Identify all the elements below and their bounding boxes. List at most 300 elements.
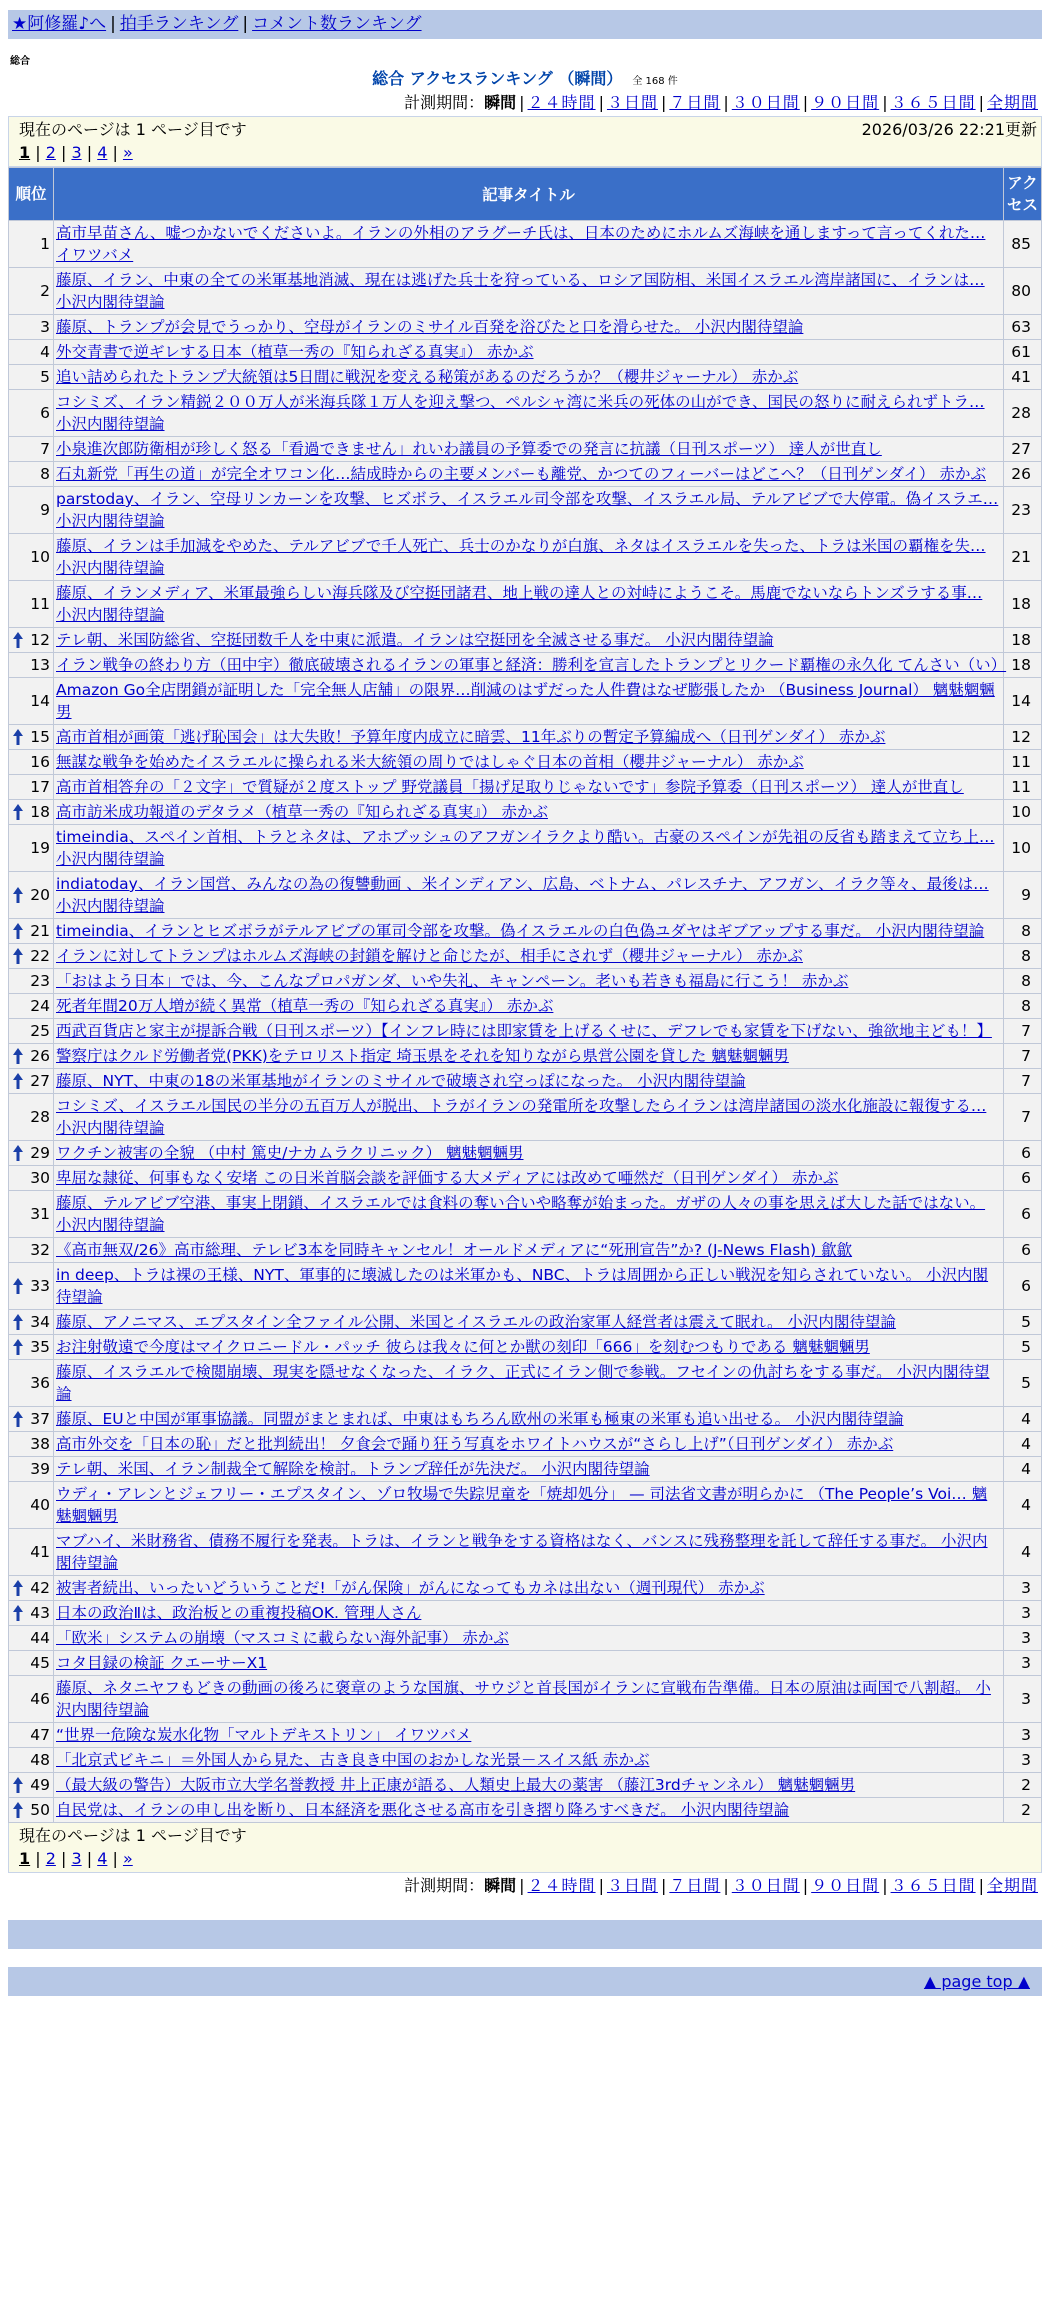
article-link[interactable]: ワクチン被害の全貌 （中村 篤史/ナカムラクリニック） 魑魅魍魎男 xyxy=(56,1144,524,1162)
table-row xyxy=(9,800,1042,825)
access-count: 6 xyxy=(1004,1238,1042,1263)
period-separator: | xyxy=(598,1876,604,1895)
rank-cell xyxy=(9,1626,54,1651)
access-count: 8 xyxy=(1004,919,1042,944)
rank-number: 33 xyxy=(30,1277,50,1295)
article-link[interactable]: 卑屈な隷従、何事もなく安堵 この日米首脳会談を評価する大メディアには改めて唖然だ（日刊ゲンダイ） 赤かぶ xyxy=(56,1169,839,1187)
pagination-bottom xyxy=(19,1848,1037,1870)
rank-cell xyxy=(9,315,54,340)
period-link-2[interactable]: ７日間 xyxy=(669,93,721,112)
article-link[interactable]: 高市外交を「日本の恥」だと批判続出！ 夕食会で踊り狂う写真をホワイトハウスが“さらし上げ”（日刊ゲンダイ） 赤かぶ xyxy=(56,1435,894,1453)
access-count: 6 xyxy=(1004,1191,1042,1238)
rank-cell xyxy=(9,994,54,1019)
rank-cell xyxy=(9,534,54,581)
article-link[interactable]: 藤原、イランは手加減をやめた、テルアビブで千人死亡、兵士のかなりが白旗、ネタはイスラエルを失った、トラは米国の覇権を失… 小沢内閣待望論 xyxy=(56,537,986,577)
article-link[interactable]: コシミズ、イスラエル国民の半分の五百万人が脱出、トラがイランの発電所を攻撃したらイランは湾岸諸国の淡水化施設に報復する… 小沢内閣待望論 xyxy=(56,1097,987,1137)
rank-number: 11 xyxy=(30,595,50,613)
access-count: 5 xyxy=(1004,1335,1042,1360)
access-count: 14 xyxy=(1004,678,1042,725)
article-link[interactable]: 藤原、イスラエルで検閲崩壊、現実を隠せなくなった、イラク、正式にイラン側で参戦。フセインの仇討ちをする事だ。 小沢内閣待望論 xyxy=(56,1363,990,1403)
access-count: 3 xyxy=(1004,1651,1042,1676)
period-link-4[interactable]: ９０日間 xyxy=(811,93,880,112)
rank-cell xyxy=(9,1676,54,1723)
rank-number: 47 xyxy=(30,1726,50,1744)
ranking-title xyxy=(8,68,1042,90)
table-row xyxy=(9,1166,1042,1191)
rank-cell xyxy=(9,1407,54,1432)
rank-cell xyxy=(9,1651,54,1676)
rank-number: 7 xyxy=(40,440,50,458)
rank-number: 45 xyxy=(30,1654,50,1672)
article-link[interactable]: 「欧米」システムの崩壊（マスコミに載らない海外記事） 赤かぶ xyxy=(56,1629,509,1647)
table-row xyxy=(9,628,1042,653)
title-cell xyxy=(54,872,1004,919)
period-link-5[interactable]: ３６５日間 xyxy=(890,93,976,112)
rank-cell xyxy=(9,1773,54,1798)
rank-cell xyxy=(9,1723,54,1748)
rank-cell xyxy=(9,775,54,800)
period-separator: | xyxy=(882,93,888,112)
article-link[interactable]: コシミズ、イラン精鋭２００万人が米海兵隊１万人を迎え撃つ、ペルシャ湾に米兵の死体の山ができ、国民の怒りに耐えられずトラ… 小沢内閣待望論 xyxy=(56,393,985,433)
access-count: 10 xyxy=(1004,825,1042,872)
rank-cell xyxy=(9,1457,54,1482)
rank-number: 34 xyxy=(30,1313,50,1331)
article-link[interactable]: 藤原、イラン、中東の全ての米軍基地消滅、現在は逃げた兵士を狩っている、ロシア国防相、米国イスラエル湾岸諸国に、イランは… 小沢内閣待望論 xyxy=(56,271,985,311)
period-nav-top xyxy=(8,90,1042,116)
access-count: 41 xyxy=(1004,365,1042,390)
article-link[interactable]: 小泉進次郎防衛相が珍しく怒る「看過できません」れいわ議員の予算委での発言に抗議（日刊スポーツ） 達人が世直し xyxy=(56,440,882,458)
access-count: 63 xyxy=(1004,315,1042,340)
title-cell xyxy=(54,1676,1004,1723)
period-separator: | xyxy=(519,93,525,112)
current-page-text: 現在のページは 1 ページ目です xyxy=(19,120,247,139)
access-count: 18 xyxy=(1004,581,1042,628)
table-row xyxy=(9,1238,1042,1263)
article-link[interactable]: Amazon Go全店閉鎖が証明した「完全無人店舗」の限界…削減のはずだった人件費はなぜ膨張したか （Business Journal） 魑魅魍魎男 xyxy=(56,681,995,721)
article-link[interactable]: 石丸新党「再生の道」が完全オワコン化…結成時からの主要メンバーも離党、かつてのフィーバーはどこへ？（日刊ゲンダイ） 赤かぶ xyxy=(56,465,986,483)
article-link[interactable]: 藤原、NYT、中東の18の米軍基地がイランのミサイルで破壊され空っぽになった。 小沢内閣待望論 xyxy=(56,1072,746,1090)
rank-cell xyxy=(9,1335,54,1360)
article-link[interactable]: 西武百貨店と家主が提訴合戦（日刊スポーツ）【インフレ時には即家賃を上げるくせに、デフレでも家賃を下げない、強欲地主ども！】 xyxy=(56,1022,992,1040)
nav-separator: | xyxy=(242,14,249,34)
article-link[interactable]: 無謀な戦争を始めたイスラエルに操られる米大統領の周りではしゃぐ日本の首相（櫻井ジャーナル） 赤かぶ xyxy=(56,753,804,771)
title-cell xyxy=(54,1044,1004,1069)
up-arrow-icon xyxy=(13,1339,23,1355)
period-link-1[interactable]: ３日間 xyxy=(606,93,658,112)
table-row xyxy=(9,750,1042,775)
title-cell xyxy=(54,1529,1004,1576)
top-nav xyxy=(8,10,1042,39)
article-link[interactable]: 被害者続出、いったいどういうことだ!「がん保険」がんになってもカネは出ない（週刊現代） 赤かぶ xyxy=(56,1579,765,1597)
table-row xyxy=(9,390,1042,437)
rank-cell xyxy=(9,1432,54,1457)
title-cell xyxy=(54,1748,1004,1773)
period-link-4-bottom[interactable]: ９０日間 xyxy=(811,1876,880,1895)
rank-cell xyxy=(9,678,54,725)
access-count: 3 xyxy=(1004,1601,1042,1626)
period-link-0-bottom[interactable]: ２４時間 xyxy=(527,1876,596,1895)
title-cell xyxy=(54,1335,1004,1360)
page-link-4[interactable]: 4 xyxy=(97,143,108,162)
period-separator: | xyxy=(978,93,984,112)
page-link-2[interactable]: 2 xyxy=(45,143,56,162)
access-count: 6 xyxy=(1004,1141,1042,1166)
rank-cell xyxy=(9,1576,54,1601)
period-label: 計測期間： xyxy=(404,93,485,112)
rank-cell xyxy=(9,1263,54,1310)
rank-number: 4 xyxy=(40,343,50,361)
title-cell xyxy=(54,1773,1004,1798)
header-access: アクセス xyxy=(1004,168,1042,221)
article-link[interactable]: 藤原、EUと中国が軍事協議。同盟がまとまれば、中東はもちろん欧州の米軍も極東の米軍も追い出せる。 小沢内閣待望論 xyxy=(56,1410,904,1428)
rank-cell xyxy=(9,462,54,487)
rank-cell xyxy=(9,365,54,390)
up-arrow-icon xyxy=(13,632,23,648)
page-link-2-bottom[interactable]: 2 xyxy=(45,1849,56,1868)
title-cell xyxy=(54,437,1004,462)
rank-number: 50 xyxy=(30,1801,50,1819)
article-link[interactable]: コタ目録の検証 クエーサーX1 xyxy=(56,1654,268,1672)
access-count: 4 xyxy=(1004,1457,1042,1482)
access-count: 4 xyxy=(1004,1432,1042,1457)
table-row xyxy=(9,775,1042,800)
page-link-4-bottom[interactable]: 4 xyxy=(97,1849,108,1868)
access-count: 2 xyxy=(1004,1773,1042,1798)
rank-number: 38 xyxy=(30,1435,50,1453)
rank-number: 16 xyxy=(30,753,50,771)
rank-cell xyxy=(9,1094,54,1141)
table-row xyxy=(9,1360,1042,1407)
period-separator: | xyxy=(660,1876,667,1895)
access-count: 7 xyxy=(1004,1019,1042,1044)
rank-cell xyxy=(9,437,54,462)
access-count: 8 xyxy=(1004,969,1042,994)
table-row xyxy=(9,534,1042,581)
table-row xyxy=(9,437,1042,462)
rank-cell xyxy=(9,944,54,969)
article-link[interactable]: 藤原、テルアビブ空港、事実上閉鎖、イスラエルでは食料の奪い合いや略奪が始まった。ガザの人々の事を思えば大した話ではない。 小沢内閣待望論 xyxy=(56,1194,986,1234)
table-row xyxy=(9,919,1042,944)
article-link[interactable]: （最大級の警告）大阪市立大学名誉教授 井上正康が語る、人類史上最大の薬害 （藤江3rdチャンネル） 魑魅魍魎男 xyxy=(56,1776,856,1794)
page-info-top xyxy=(8,116,1042,167)
page-current: 1 xyxy=(19,143,31,162)
article-link[interactable]: 自民党は、イランの申し出を断り、日本経済を悪化させる高市を引き摺り降ろすべきだ。 小沢内閣待望論 xyxy=(56,1801,790,1819)
title-cell xyxy=(54,628,1004,653)
title-cell xyxy=(54,1019,1004,1044)
title-cell xyxy=(54,775,1004,800)
up-arrow-icon xyxy=(13,1777,23,1793)
article-link[interactable]: 「おはよう日本」では、今、こんなプロパガンダ、いや失礼、キャンペーン。老いも若きも福島に行こう！ 赤かぶ xyxy=(56,972,849,990)
table-row xyxy=(9,1723,1042,1748)
article-link[interactable]: 死者年間20万人増が続く異常（植草一秀の『知られざる真実』） 赤かぶ xyxy=(56,997,554,1015)
rank-number: 5 xyxy=(40,368,50,386)
title-cell xyxy=(54,1360,1004,1407)
article-link[interactable]: テレ朝、米国、イラン制裁全て解除を検討。トランプ辞任が先決だ。 小沢内閣待望論 xyxy=(56,1460,650,1478)
rank-number: 30 xyxy=(30,1169,50,1187)
rank-number: 39 xyxy=(30,1460,50,1478)
rank-number: 27 xyxy=(30,1072,50,1090)
article-link[interactable]: 藤原、ネタニヤフもどきの動画の後ろに褒章のような国旗、サウジと首長国がイランに宣戦布告準備。日本の原油は両国で八割超。 小沢内閣待望論 xyxy=(56,1679,991,1719)
period-separator: | xyxy=(978,1876,984,1895)
access-count: 28 xyxy=(1004,390,1042,437)
table-row xyxy=(9,944,1042,969)
ranking-table xyxy=(8,167,1042,1823)
footer-bar xyxy=(8,1920,1042,1949)
article-link[interactable]: 「北京式ビキニ」＝外国人から見た、古き良き中国のおかしな光景－スイス紙 赤かぶ xyxy=(56,1751,650,1769)
table-row xyxy=(9,969,1042,994)
article-link[interactable]: 高市訪米成功報道のデタラメ（植草一秀の『知られざる真実』） 赤かぶ xyxy=(56,803,548,821)
article-link[interactable]: 高市首相が画策「逃げ恥国会」は大失敗！予算年度内成立に暗雲、11年ぶりの暫定予算編成へ（日刊ゲンダイ） 赤かぶ xyxy=(56,728,886,746)
article-link[interactable]: マブハイ、米財務省、債務不履行を発表。トラは、イランと戦争をする資格はなく、バンスに残務整理を託して辞任する事だ。 小沢内閣待望論 xyxy=(56,1532,988,1572)
rank-number: 32 xyxy=(30,1241,50,1259)
up-arrow-icon xyxy=(13,729,23,745)
up-arrow-icon xyxy=(13,1605,23,1621)
article-link[interactable]: ウディ・アレンとジェフリー・エプスタイン、ゾロ牧場で失踪児童を「焼却処分」 — 司法省文書が明らかに （The People’s Voi… 魑魅魍魎男 xyxy=(56,1485,988,1525)
current-page-text-bottom: 現在のページは 1 ページ目です xyxy=(19,1826,247,1845)
up-arrow-icon xyxy=(13,1580,23,1596)
access-count: 8 xyxy=(1004,994,1042,1019)
title-cell xyxy=(54,1094,1004,1141)
period-link-5-bottom[interactable]: ３６５日間 xyxy=(890,1876,976,1895)
access-count: 61 xyxy=(1004,340,1042,365)
title-cell xyxy=(54,1166,1004,1191)
rank-cell xyxy=(9,487,54,534)
article-link[interactable]: 藤原、トランプが会見でうっかり、空母がイランのミサイル百発を浴びたと口を滑らせた。 小沢内閣待望論 xyxy=(56,318,804,336)
rank-number: 1 xyxy=(40,235,50,253)
table-row xyxy=(9,1773,1042,1798)
category-label: 総合 xyxy=(10,56,30,67)
article-link[interactable]: 高市早苗さん、嘘つかないでくださいよ。イランの外相のアラグーチ氏は、日本のためにホルムズ海峡を通しますって言ってくれた… イワツバメ xyxy=(56,224,986,264)
article-link[interactable]: 藤原、アノニマス、エプスタイン全ファイル公開、米国とイスラエルの政治家軍人経営者は震えて眠れ。 小沢内閣待望論 xyxy=(56,1313,896,1331)
table-row xyxy=(9,365,1042,390)
table-row xyxy=(9,1457,1042,1482)
table-row xyxy=(9,1044,1042,1069)
up-arrow-icon xyxy=(13,948,23,964)
rank-cell xyxy=(9,268,54,315)
access-count: 5 xyxy=(1004,1310,1042,1335)
table-row xyxy=(9,1529,1042,1576)
page-next-bottom[interactable]: » xyxy=(122,1849,133,1868)
rank-cell xyxy=(9,919,54,944)
page-top-link[interactable]: ▲ page top ▲ xyxy=(923,1972,1030,1991)
page-info-bottom xyxy=(8,1823,1042,1873)
rank-number: 21 xyxy=(30,922,50,940)
period-label-bottom: 計測期間： xyxy=(404,1876,485,1895)
rank-cell xyxy=(9,1482,54,1529)
period-link-0[interactable]: ２４時間 xyxy=(527,93,596,112)
rank-number: 13 xyxy=(30,656,50,674)
title-cell xyxy=(54,800,1004,825)
title-cell xyxy=(54,994,1004,1019)
access-count: 4 xyxy=(1004,1407,1042,1432)
title-cell xyxy=(54,1601,1004,1626)
table-row xyxy=(9,315,1042,340)
rank-number: 3 xyxy=(40,318,50,336)
article-link[interactable]: timeindia、スペイン首相、トラとネタは、アホブッシュのアフガンイラクより酷い。古豪のスペインが先祖の反省も踏まえて立ち上… 小沢内閣待望論 xyxy=(56,828,995,868)
title-cell xyxy=(54,1238,1004,1263)
access-count: 7 xyxy=(1004,1044,1042,1069)
article-link[interactable]: timeindia、イランとヒズボラがテルアビブの軍司令部を攻撃。偽イスラエルの白色偽ユダヤはギブアップする事だ。 小沢内閣待望論 xyxy=(56,922,985,940)
page-next[interactable]: » xyxy=(122,143,133,162)
topnav-link-2[interactable]: コメント数ランキング xyxy=(252,14,422,34)
rank-number: 14 xyxy=(30,692,50,710)
access-count: 23 xyxy=(1004,487,1042,534)
article-link[interactable]: in deep、トラは裸の王様、NYT、軍事的に壊滅したのは米軍かも、NBC、トラは周囲から正しい戦況を知らされていない。 小沢内閣待望論 xyxy=(56,1266,989,1306)
article-link[interactable]: イランに対してトランプはホルムズ海峡の封鎖を解けと命じたが、相手にされず（櫻井ジャーナル） 赤かぶ xyxy=(56,947,803,965)
rank-cell xyxy=(9,725,54,750)
table-row xyxy=(9,221,1042,268)
period-separator: | xyxy=(802,93,809,112)
article-link[interactable]: 追い詰められたトランプ大統領は5日間に戦況を変える秘策があるのだろうか？（櫻井ジャーナル） 赤かぶ xyxy=(56,368,799,386)
title-cell xyxy=(54,725,1004,750)
up-arrow-icon xyxy=(13,1411,23,1427)
rank-number: 43 xyxy=(30,1604,50,1622)
article-link[interactable]: indiatoday、イラン国営、みんなの為の復讐動画 、米インディアン、広島、ベトナム、パレスチナ、アフガン、イラク等々、最後は… 小沢内閣待望論 xyxy=(56,875,989,915)
rank-cell xyxy=(9,1191,54,1238)
period-link-6-bottom[interactable]: 全期間 xyxy=(986,1876,1038,1895)
pagination-top xyxy=(19,142,1037,164)
access-count: 4 xyxy=(1004,1529,1042,1576)
rank-number: 28 xyxy=(30,1108,50,1126)
rank-cell xyxy=(9,1748,54,1773)
title-cell xyxy=(54,315,1004,340)
title-cell xyxy=(54,653,1007,678)
period-separator: | xyxy=(598,93,604,112)
period-link-3[interactable]: ３０日間 xyxy=(731,93,800,112)
rank-cell xyxy=(9,1529,54,1576)
title-cell xyxy=(54,1482,1004,1529)
table-row xyxy=(9,1576,1042,1601)
title-cell xyxy=(54,1310,1004,1335)
table-row xyxy=(9,678,1042,725)
rank-cell xyxy=(9,221,54,268)
period-link-2-bottom[interactable]: ７日間 xyxy=(669,1876,721,1895)
table-row xyxy=(9,1651,1042,1676)
access-count: 18 xyxy=(1004,628,1042,653)
rank-number: 26 xyxy=(30,1047,50,1065)
title-cell xyxy=(54,534,1004,581)
title-cell xyxy=(54,1432,1004,1457)
table-row xyxy=(9,1094,1042,1141)
rank-cell xyxy=(9,1601,54,1626)
rank-number: 46 xyxy=(30,1690,50,1708)
rank-number: 40 xyxy=(30,1496,50,1514)
table-row xyxy=(9,1069,1042,1094)
period-separator: | xyxy=(660,93,667,112)
page-separator: | xyxy=(55,143,72,162)
table-row xyxy=(9,725,1042,750)
article-link[interactable]: 警察庁はクルド労働者党(PKK)をテロリスト指定 埼玉県をそれを知りながら県営公園を貸した 魑魅魍魎男 xyxy=(56,1047,789,1065)
page-separator: | xyxy=(81,1849,98,1868)
table-row xyxy=(9,1601,1042,1626)
rank-number: 2 xyxy=(40,282,50,300)
page-link-3[interactable]: 3 xyxy=(71,143,82,162)
table-row xyxy=(9,1626,1042,1651)
article-link[interactable]: お注射敬遠で今度はマイクロニードル・パッチ 彼らは我々に何とか獣の刻印「666」を刻むつもりである 魑魅魍魎男 xyxy=(56,1338,870,1356)
rank-number: 15 xyxy=(30,728,50,746)
page-separator: | xyxy=(30,143,46,162)
topnav-link-1[interactable]: 拍手ランキング xyxy=(119,14,239,34)
rank-cell xyxy=(9,800,54,825)
up-arrow-icon xyxy=(13,1314,23,1330)
article-link[interactable]: 外交青書で逆ギレする日本（植草一秀の『知られざる真実』） 赤かぶ xyxy=(56,343,534,361)
access-count: 80 xyxy=(1004,268,1042,315)
access-count: 12 xyxy=(1004,725,1042,750)
article-link[interactable]: イラン戦争の終わり方（田中宇）徹底破壊されるイランの軍事と経済：勝利を宣言したトランプとリクード覇権の永久化 てんさい（い） xyxy=(56,656,1007,674)
title-cell xyxy=(54,462,1004,487)
rank-number: 29 xyxy=(30,1144,50,1162)
header-title: 記事タイトル xyxy=(54,168,1004,221)
period-link-3-bottom[interactable]: ３０日間 xyxy=(731,1876,800,1895)
period-separator: | xyxy=(723,93,729,112)
rank-cell xyxy=(9,1019,54,1044)
rank-number: 31 xyxy=(30,1205,50,1223)
rank-cell xyxy=(9,750,54,775)
rank-cell xyxy=(9,1238,54,1263)
period-link-6[interactable]: 全期間 xyxy=(986,93,1038,112)
title-cell xyxy=(54,1263,1004,1310)
rank-number: 25 xyxy=(30,1022,50,1040)
article-link[interactable]: 藤原、イランメディア、米軍最強らしい海兵隊及び空挺団諸君、地上戦の達人との対峙にようこそ。馬鹿でないならトンズラする事… 小沢内閣待望論 xyxy=(56,584,983,624)
table-row xyxy=(9,268,1042,315)
article-link[interactable]: parstoday、イラン、空母リンカーンを攻撃、ヒズボラ、イスラエル司令部を攻撃、イスラエル局、テルアビブで大停電。偽イスラエ… 小沢内閣待望論 xyxy=(56,490,999,530)
period-link-1-bottom[interactable]: ３日間 xyxy=(606,1876,658,1895)
access-count: 5 xyxy=(1004,1360,1042,1407)
access-count: 9 xyxy=(1004,872,1042,919)
access-count: 26 xyxy=(1004,462,1042,487)
nav-separator: | xyxy=(110,14,116,34)
title-cell xyxy=(54,1141,1004,1166)
topnav-link-0[interactable]: ★阿修羅♪へ xyxy=(12,14,107,34)
page-separator: | xyxy=(81,143,98,162)
article-link[interactable]: テレ朝、米国防総省、空挺団数千人を中東に派遣。イランは空挺団を全滅させる事だ。 小沢内閣待望論 xyxy=(56,631,774,649)
table-row xyxy=(9,462,1042,487)
access-count: 21 xyxy=(1004,534,1042,581)
rank-number: 8 xyxy=(40,465,50,483)
title-cell xyxy=(54,1407,1004,1432)
table-header-row xyxy=(9,168,1042,221)
up-arrow-icon xyxy=(13,1802,23,1818)
article-link[interactable]: 《高市無双/26》高市総理、テレビ3本を同時キャンセル！オールドメディアに“死刑宣告”か? (J-News Flash) 歙歙 xyxy=(56,1241,853,1259)
access-count: 18 xyxy=(1004,653,1042,678)
table-row xyxy=(9,1748,1042,1773)
title-cell xyxy=(54,581,1004,628)
table-row xyxy=(9,872,1042,919)
period-current-bottom: 瞬間 xyxy=(484,1876,517,1895)
rank-cell xyxy=(9,340,54,365)
table-row xyxy=(9,1676,1042,1723)
rank-cell xyxy=(9,1360,54,1407)
table-row xyxy=(9,1310,1042,1335)
access-count: 3 xyxy=(1004,1676,1042,1723)
rank-cell xyxy=(9,653,54,678)
access-count: 6 xyxy=(1004,1263,1042,1310)
rank-cell xyxy=(9,1166,54,1191)
access-count: 7 xyxy=(1004,1094,1042,1141)
page-link-3-bottom[interactable]: 3 xyxy=(71,1849,82,1868)
page-separator: | xyxy=(107,1849,123,1868)
title-cell xyxy=(54,1723,1004,1748)
title-cell xyxy=(54,1576,1004,1601)
table-row xyxy=(9,1432,1042,1457)
article-link[interactable]: 高市首相答弁の「２文字」で質疑が２度ストップ 野党議員「揚げ足取りじゃないです」参院予算委（日刊スポーツ） 達人が世直し xyxy=(56,778,964,796)
access-count: 11 xyxy=(1004,750,1042,775)
article-link[interactable]: “世界一危険な炭水化物「マルトデキストリン」 イワツバメ xyxy=(56,1726,472,1744)
article-link[interactable]: 日本の政治Ⅱは、政治板との重複投稿OK. 管理人さん xyxy=(56,1604,422,1622)
access-count: 27 xyxy=(1004,437,1042,462)
rank-number: 35 xyxy=(30,1338,50,1356)
rank-cell xyxy=(9,872,54,919)
